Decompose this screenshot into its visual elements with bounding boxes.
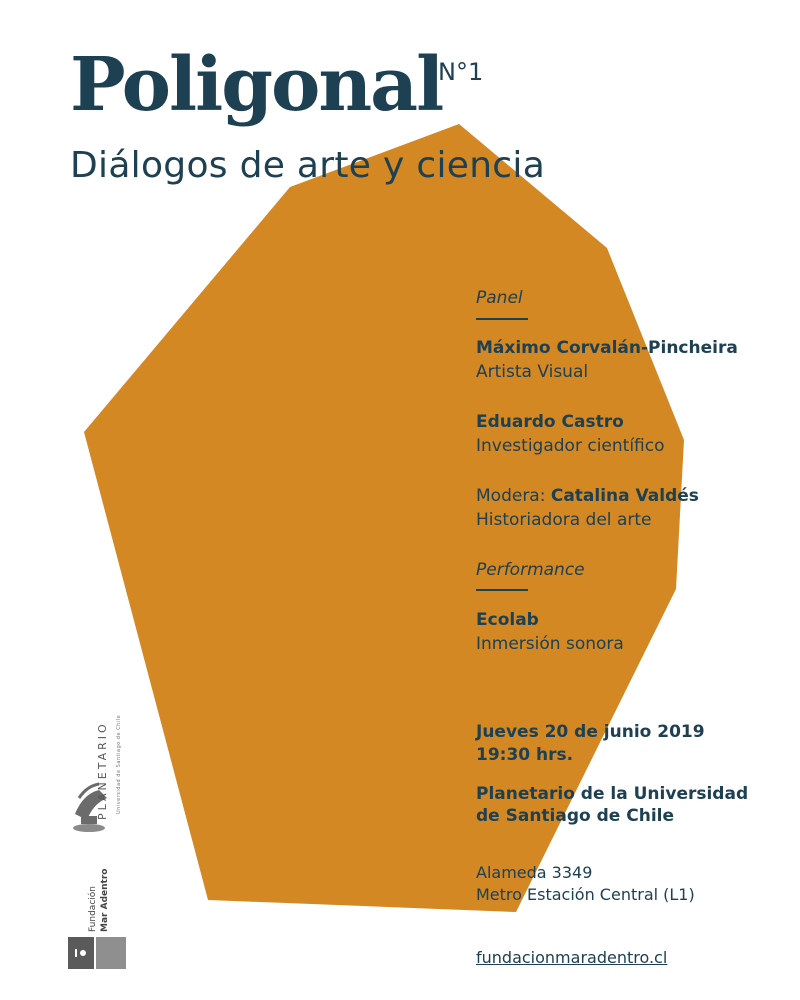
panel-divider bbox=[476, 318, 528, 320]
performance-heading: Performance bbox=[476, 560, 585, 580]
mar-adentro-logo-icon bbox=[68, 937, 126, 969]
performance-divider bbox=[476, 589, 528, 591]
address-line-1: Alameda 3349 bbox=[476, 863, 593, 882]
event-date: Jueves 20 de junio 2019 bbox=[476, 722, 705, 742]
panel-heading: Panel bbox=[476, 288, 523, 308]
moderator-role: Historiadora del arte bbox=[476, 510, 652, 530]
issue-number: N°1 bbox=[438, 58, 484, 86]
speaker-2-name: Eduardo Castro bbox=[476, 412, 624, 432]
mar-adentro-label: Mar Adentro bbox=[100, 868, 110, 932]
moderator-name: Catalina Valdés bbox=[550, 486, 699, 506]
venue-line-2: de Santiago de Chile bbox=[476, 806, 675, 826]
venue-line-1: Planetario de la Universidad bbox=[476, 784, 749, 804]
fundacion-label: Fundación bbox=[88, 886, 98, 932]
poster-title: Poligonal bbox=[70, 42, 443, 128]
event-time: 19:30 hrs. bbox=[476, 745, 574, 765]
poster-subtitle: Diálogos de arte y ciencia bbox=[70, 145, 546, 186]
performer-name: Ecolab bbox=[476, 610, 539, 630]
planetario-name: PLANETARIO bbox=[96, 721, 109, 820]
moderator-line bbox=[476, 486, 699, 506]
performer-role: Inmersión sonora bbox=[476, 634, 624, 654]
speaker-1-role: Artista Visual bbox=[476, 362, 589, 382]
planetario-subtitle: Universidad de Santiago de Chile bbox=[116, 714, 122, 814]
speaker-1-name: Máximo Corvalán-Pincheira bbox=[476, 338, 738, 358]
moderator-prefix: Modera: bbox=[476, 486, 551, 506]
website-link[interactable]: fundacionmaradentro.cl bbox=[476, 948, 668, 967]
speaker-2-role: Investigador científico bbox=[476, 436, 665, 456]
address-line-2: Metro Estación Central (L1) bbox=[476, 885, 695, 904]
